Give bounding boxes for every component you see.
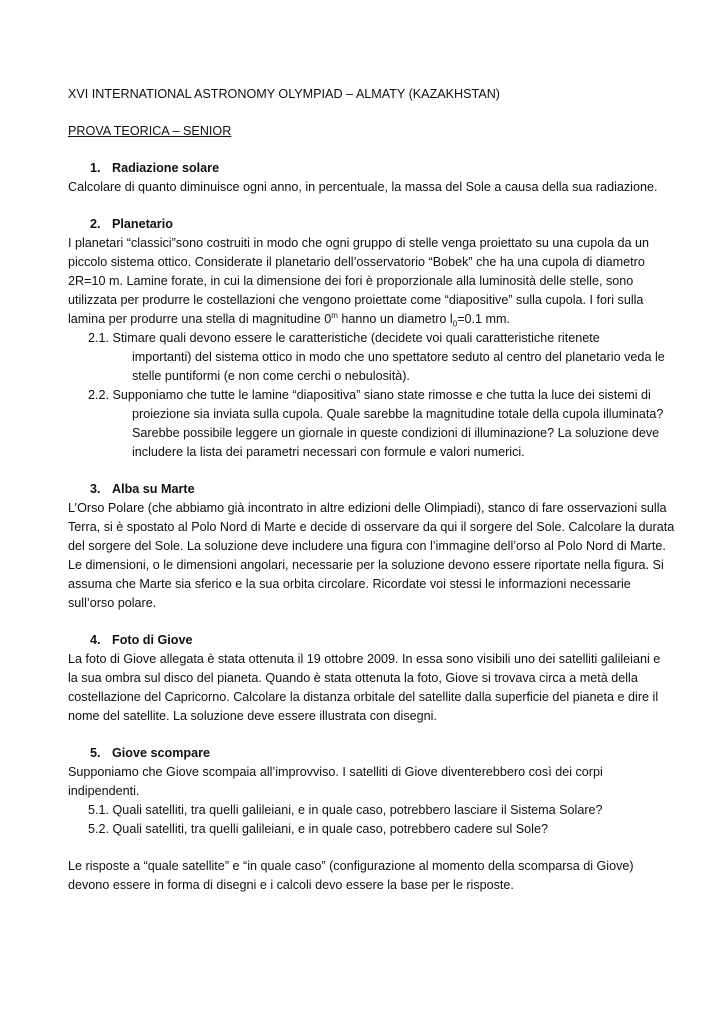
section-heading	[68, 480, 658, 499]
section-5	[68, 744, 658, 839]
paragraph-line: L’Orso Polare (che abbiamo già incontrato in altre edizioni delle Olimpiadi), stanco di fare osservazioni sulla	[68, 501, 667, 515]
paragraph-line: Calcolare di quanto diminuisce ogni anno, in percentuale, la massa del Sole a causa della sua radiazione.	[68, 180, 658, 194]
section-number: 4.	[90, 633, 101, 647]
subitem-line: Sarebbe possibile leggere un giornale in queste condizioni di illuminazione? La soluzione deve	[132, 426, 660, 440]
paragraph-line: I planetari “classici”sono costruiti in modo che ogni gruppo di stelle venga proiettato su una cupola da un	[68, 236, 650, 250]
document-content	[68, 85, 675, 895]
section-number: 2.	[90, 217, 101, 231]
paragraph-line: piccolo sistema ottico. Considerate il planetario dell’osservatorio “Bobek” che ha una cupola di diametro	[68, 255, 645, 269]
text-segment: hanno un diametro l	[337, 312, 453, 326]
section-number: 1.	[90, 161, 101, 175]
section-title: Giove scompare	[112, 746, 210, 760]
paragraph-line: Le risposte a “quale satellite” e “in quale caso” (configurazione al momento della scomparsa di Giove)	[68, 859, 634, 873]
paragraph-line: nome del satellite. La soluzione deve essere illustrata con disegni.	[68, 709, 437, 723]
section-title: Radiazione solare	[112, 161, 220, 175]
subitem-line: stelle puntiformi (e non come cerchi o nebulosità).	[132, 369, 410, 383]
section-title: Alba su Marte	[112, 482, 195, 496]
paragraph-line: Terra, si è spostato al Polo Nord di Marte e decide di osservare da qui il sorgere del Sole. Calcolare la durata	[68, 520, 675, 534]
text-segment: =0.1 mm.	[457, 312, 511, 326]
paragraph-line: utilizzata per produrre le costellazioni che vengono proiettate come “diapositive” sulla cupola. I fori sulla	[68, 293, 644, 307]
subitem-text: Quali satelliti, tra quelli galileiani, e in quale caso, potrebbero lasciare il Sistema Solare?	[109, 803, 603, 817]
subitem-number: 2.2.	[88, 388, 110, 402]
section-title: Planetario	[112, 217, 173, 231]
subitem-text: Quali satelliti, tra quelli galileiani, e in quale caso, potrebbero cadere sul Sole?	[109, 822, 548, 836]
subitem-text: Supponiamo che tutte le lamine “diapositiva” siano state rimosse e che tutta la luce dei sistemi di	[109, 388, 651, 402]
paragraph-line: costellazione del Capricorno. Calcolare la distanza orbitale del satellite dalla superficie del pianeta e dire il	[68, 690, 659, 704]
subitem-number: 5.2.	[88, 822, 110, 836]
paragraph-line: del sorgere del Sole. La soluzione deve includere una figura con l’immagine dell’orso al Polo Nord di Marte.	[68, 539, 666, 553]
section-number: 5.	[90, 746, 101, 760]
subitem-2-2	[68, 386, 664, 462]
subitem-5-1	[68, 801, 658, 820]
section-2	[68, 215, 665, 462]
section-1	[68, 159, 658, 197]
section-heading	[68, 159, 658, 178]
section-title: Foto di Giove	[112, 633, 193, 647]
section-heading	[68, 215, 658, 234]
subitem-text: Stimare quali devono essere le caratteristiche (decidete voi quali caratteristiche ritenete	[109, 331, 600, 345]
subitem-2-1	[68, 329, 665, 386]
paragraph-line: Supponiamo che Giove scompaia all’improvviso. I satelliti di Giove diventerebbero così dei corpi	[68, 765, 603, 779]
section-number: 3.	[90, 482, 101, 496]
paragraph-line	[68, 310, 658, 329]
subitem-line	[88, 820, 658, 839]
paragraph-line: Le dimensioni, o le dimensioni angolari, necessarie per la soluzione devono essere riportate nella figura. Si	[68, 558, 664, 572]
paragraph-line: devono essere in forma di disegni e i calcoli devo essere la base per le risposte.	[68, 878, 514, 892]
paragraph-line: la sua ombra sul disco del pianeta. Quando è stata ottenuta la foto, Giove si trovava circa a metà della	[68, 671, 638, 685]
paragraph-line: indipendenti.	[68, 784, 140, 798]
page-title: XVI INTERNATIONAL ASTRONOMY OLYMPIAD – ALMATY (KAZAKHSTAN)	[68, 87, 501, 101]
subitem-line	[88, 801, 658, 820]
subitem-number: 2.1.	[88, 331, 110, 345]
subitem-line	[88, 329, 658, 348]
section-heading	[68, 631, 658, 650]
paragraph-line: assuma che Marte sia sferico e la sua orbita circolare. Ricordate voi stessi le informazioni necessarie	[68, 577, 631, 591]
paragraph-line: 2R=10 m. Lamine forate, in cui la dimensione dei fori è proporzionale alla luminosità delle stelle, sono	[68, 274, 634, 288]
paragraph-line: La foto di Giove allegata è stata ottenuta il 19 ottobre 2009. In essa sono visibili uno dei satelliti galileiani e	[68, 652, 661, 666]
section-4	[68, 631, 661, 726]
subscript: 0	[452, 319, 458, 329]
subitem-line: proiezione sia inviata sulla cupola. Quale sarebbe la magnitudine totale della cupola illuminata?	[132, 407, 664, 421]
section-3	[68, 480, 675, 613]
subitem-5-2	[68, 820, 658, 839]
subitem-number: 5.1.	[88, 803, 110, 817]
subitem-line: importanti) del sistema ottico in modo che uno spettatore seduto al centro del planetario veda le	[132, 350, 665, 364]
page-subtitle: PROVA TEORICA – SENIOR	[68, 124, 232, 138]
superscript: m	[331, 310, 338, 320]
paragraph-line: sull’orso polare.	[68, 596, 157, 610]
section-heading	[68, 744, 658, 763]
text-segment: lamina per produrre una stella di magnitudine 0	[68, 312, 332, 326]
closing-paragraph	[68, 857, 658, 895]
subitem-line	[88, 386, 658, 405]
subitem-line: includere la lista dei parametri necessari con formule e valori numerici.	[132, 445, 525, 459]
